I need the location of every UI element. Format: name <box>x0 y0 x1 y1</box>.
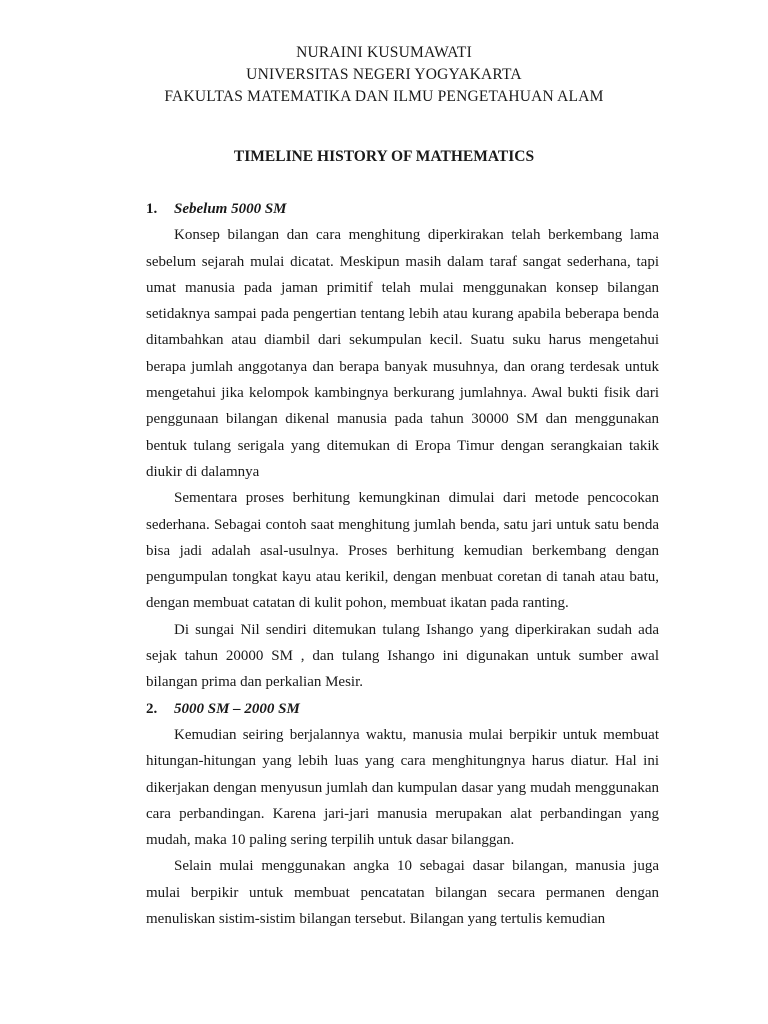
paragraph: Konsep bilangan dan cara menghitung diperkirakan telah berkembang lama sebelum sejarah mulai dicatat. Meskipun masih dalam taraf sangat sederhana, tapi umat manusia pada jaman primitif telah mulai menggunakan konsep bilangan setidaknya sampai pada pengertian tentang lebih atau kurang apabila beberapa benda ditambahkan atau diambil dari sekumpulan kecil. Suatu suku harus mengetahui berapa jumlah anggotanya dan berapa banyak musuhnya, dan orang terdesak untuk mengetahui jika kelompok kambingnya berkurang jumlahnya. Awal bukti fisik dari penggunaan bilangan dikenal manusia pada tahun 30000 SM dan menggunakan bentuk tulang serigala yang ditemukan di Eropa Timur dengan serangkaian takik diukir di dalamnya <box>146 227 659 480</box>
document-header <box>0 42 768 108</box>
paragraph: Di sungai Nil sendiri ditemukan tulang Ishango yang diperkirakan sudah ada sejak tahun 20000 SM , dan tulang Ishango ini digunakan untuk sumber awal bilangan prima dan perkalian Mesir. <box>146 621 659 691</box>
university-name: UNIVERSITAS NEGERI YOGYAKARTA <box>246 66 522 83</box>
document-title: TIMELINE HISTORY OF MATHEMATICS <box>233 148 535 165</box>
section-number: 1. <box>146 201 158 217</box>
document-body <box>146 196 659 932</box>
section-heading-2 <box>146 696 659 722</box>
paragraph: Selain mulai menggunakan angka 10 sebagai dasar bilangan, manusia juga mulai berpikir untuk membuat pencatatan bilangan secara permanen dengan menuliskan sistim-sistim bilangan tersebut. Bilangan yang tertulis kemudian <box>146 858 659 928</box>
section-title: Sebelum 5000 SM <box>174 201 287 217</box>
paragraph: Kemudian seiring berjalannya waktu, manusia mulai berpikir untuk membuat hitungan-hitungan yang lebih luas yang cara menghitungnya harus diatur. Hal ini dikerjakan dengan menyusun jumlah dan kumpulan dasar yang mudah menggunakan cara perbandingan. Karena jari-jari manusia merupakan alat perbandingan yang mudah, maka 10 paling sering terpilih untuk dasar bilanggan. <box>146 726 659 849</box>
section-number: 2. <box>146 700 158 717</box>
section-heading-1 <box>146 196 659 222</box>
faculty-name: FAKULTAS MATEMATIKA DAN ILMU PENGETAHUAN ALAM <box>164 88 604 105</box>
paragraph: Sementara proses berhitung kemungkinan dimulai dari metode pencocokan sederhana. Sebagai contoh saat menghitung jumlah benda, satu jari untuk satu benda bisa jadi adalah asal-usulnya. Proses berhitung kemudian berkembang dengan pengumpulan tongkat kayu atau kerikil, dengan menbuat coretan di tanah atau batu, dengan membuat catatan di kulit pohon, membuat ikatan pada ranting. <box>146 490 659 612</box>
author-name: NURAINI KUSUMAWATI <box>296 44 472 61</box>
section-title: 5000 SM – 2000 SM <box>174 700 300 717</box>
